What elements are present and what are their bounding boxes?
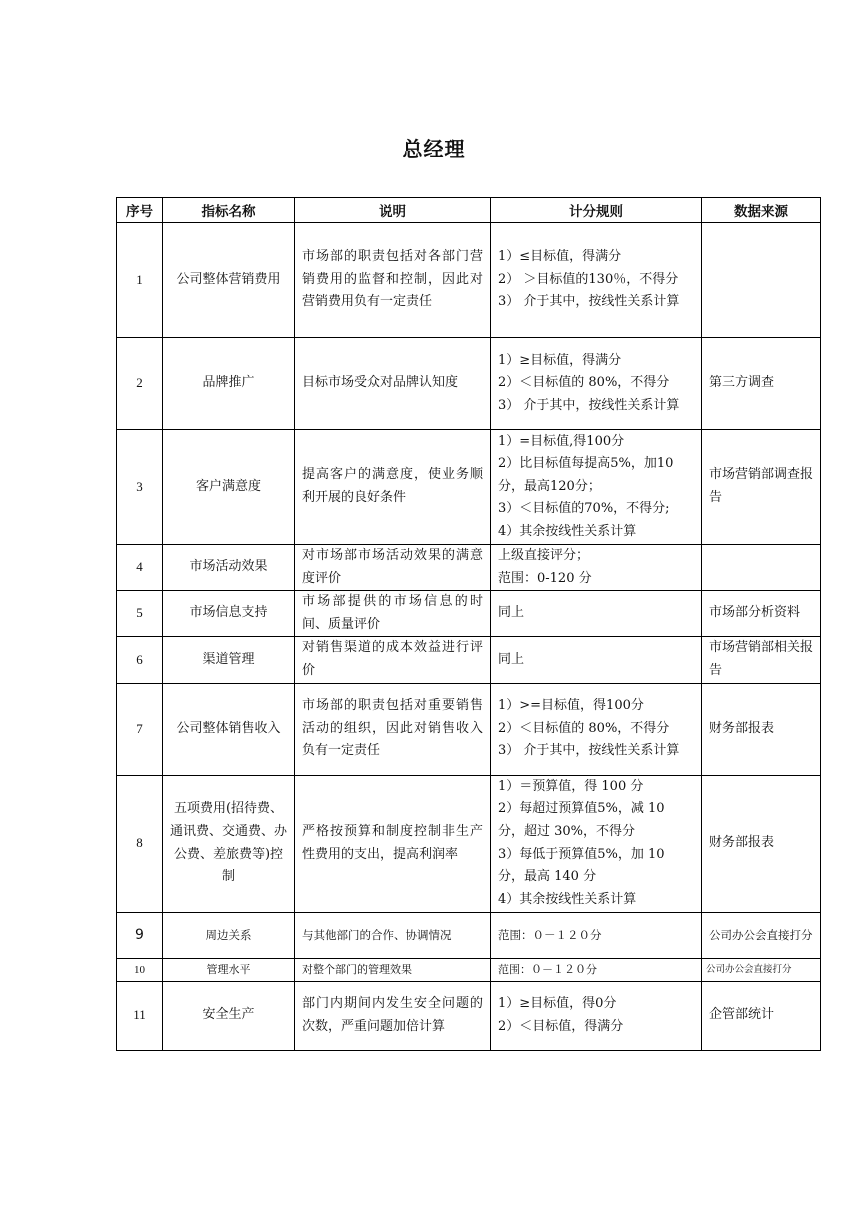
rule-line: 范围：０－１２０分 [498, 927, 602, 942]
row-rules [491, 912, 702, 958]
rule-line: 同上 [498, 651, 525, 667]
row-rules [491, 223, 702, 338]
table-row [117, 223, 821, 338]
row-source: 市场营销部调查报告 [702, 430, 821, 545]
row-no: 2 [117, 338, 163, 430]
row-desc: 严格按预算和制度控制非生产性费用的支出，提高利润率 [295, 775, 491, 912]
table-row [117, 683, 821, 775]
rule-line: 1）≥目标值，得0分 [498, 995, 617, 1011]
row-no: 6 [117, 637, 163, 683]
rule-line: 3） 介于其中，按线性关系计算 [498, 397, 680, 413]
header-name: 指标名称 [163, 198, 295, 223]
rule-line: 2）比目标值每提高5%，加10分，最高120分； [498, 456, 674, 494]
rule-line: 上级直接评分； [498, 548, 590, 563]
table-header-row [117, 198, 821, 223]
row-source: 市场营销部相关报告 [702, 637, 821, 683]
row-rules [491, 430, 702, 545]
row-no: 4 [117, 545, 163, 591]
rule-line: 4）其余按线性关系计算 [498, 523, 637, 539]
row-no: 11 [117, 981, 163, 1050]
rule-line: 2）＜目标值的 80%，不得分 [498, 720, 670, 736]
row-rules [491, 683, 702, 775]
table-row [117, 591, 821, 637]
rule-line: 1）≤目标值，得满分 [498, 249, 622, 265]
row-desc: 目标市场受众对品牌认知度 [295, 338, 491, 430]
rule-line: 3）每低于预算值5%，加 10 分，最高 140 分 [498, 846, 665, 885]
row-no: 1 [117, 223, 163, 338]
row-name: 品牌推广 [163, 338, 295, 430]
row-source: 市场部分析资料 [702, 591, 821, 637]
rule-line: 同上 [498, 605, 525, 621]
table-row [117, 912, 821, 958]
row-no: 8 [117, 775, 163, 912]
rule-line: 2） ＞目标值的130％，不得分 [498, 271, 679, 287]
row-source [702, 545, 821, 591]
rule-line: 1）＝预算值，得 100 分 [498, 778, 644, 794]
row-no: 5 [117, 591, 163, 637]
row-desc: 与其他部门的合作、协调情况 [295, 912, 491, 958]
header-desc: 说明 [295, 198, 491, 223]
table-row [117, 637, 821, 683]
row-name: 公司整体营销费用 [163, 223, 295, 338]
row-name: 安全生产 [163, 981, 295, 1050]
header-no: 序号 [117, 198, 163, 223]
row-rules [491, 637, 702, 683]
row-desc: 市场部的职责包括对各部门营销费用的监督和控制，因此对营销费用负有一定责任 [295, 223, 491, 338]
row-name: 客户满意度 [163, 430, 295, 545]
page-title: 总经理 [402, 137, 466, 161]
row-name: 管理水平 [163, 958, 295, 981]
table-row [117, 545, 821, 591]
row-desc: 对整个部门的管理效果 [295, 958, 491, 981]
rule-line: 4）其余按线性关系计算 [498, 891, 637, 907]
table-row [117, 958, 821, 981]
row-source: 公司办公会直接打分 [702, 912, 821, 958]
header-source: 数据来源 [702, 198, 821, 223]
rule-line: 2）＜目标值，得满分 [498, 1018, 624, 1034]
row-source: 企管部统计 [702, 981, 821, 1050]
table-row [117, 338, 821, 430]
rule-line: 范围：0-120 分 [498, 570, 592, 586]
table-row [117, 981, 821, 1050]
row-desc: 市场部提供的市场信息的时间、质量评价 [295, 591, 491, 637]
rule-line: 范围：０－１２０分 [498, 962, 597, 976]
row-no: 9 [117, 912, 163, 958]
rule-line: 3） 介于其中，按线性关系计算 [498, 743, 680, 759]
row-name: 市场信息支持 [163, 591, 295, 637]
row-no: 7 [117, 683, 163, 775]
row-source [702, 223, 821, 338]
row-rules [491, 338, 702, 430]
row-name: 渠道管理 [163, 637, 295, 683]
row-source: 第三方调查 [702, 338, 821, 430]
rule-line: 3） 介于其中，按线性关系计算 [498, 294, 680, 310]
header-rule: 计分规则 [491, 198, 702, 223]
row-source: 财务部报表 [702, 683, 821, 775]
row-rules [491, 591, 702, 637]
row-name: 五项费用(招待费、通讯费、交通费、办公费、差旅费等)控制 [163, 775, 295, 912]
row-rules [491, 981, 702, 1050]
rule-line: 2）＜目标值的 80%，不得分 [498, 375, 670, 391]
row-desc: 提高客户的满意度，使业务顺利开展的良好条件 [295, 430, 491, 545]
row-desc: 对市场部市场活动效果的满意度评价 [295, 545, 491, 591]
row-name: 市场活动效果 [163, 545, 295, 591]
row-desc: 对销售渠道的成本效益进行评价 [295, 637, 491, 683]
kpi-table [116, 197, 821, 1051]
table-row [117, 775, 821, 912]
row-source: 财务部报表 [702, 775, 821, 912]
rule-line: 1）>=目标值，得100分 [498, 698, 644, 714]
table-row [117, 430, 821, 545]
rule-line: 1）≥目标值，得满分 [498, 352, 622, 368]
row-rules [491, 545, 702, 591]
row-name: 公司整体销售收入 [163, 683, 295, 775]
row-source: 公司办公会直接打分 [702, 958, 821, 981]
row-rules [491, 958, 702, 981]
row-no: 3 [117, 430, 163, 545]
row-desc: 部门内期间内发生安全问题的次数，严重问题加倍计算 [295, 981, 491, 1050]
rule-line: 1）=目标值,得100分 [498, 433, 625, 449]
row-rules [491, 775, 702, 912]
row-no: 10 [117, 958, 163, 981]
rule-line: 3）＜目标值的70%，不得分; [498, 501, 670, 517]
row-desc: 市场部的职责包括对重要销售活动的组织，因此对销售收入负有一定责任 [295, 683, 491, 775]
row-name: 周边关系 [163, 912, 295, 958]
rule-line: 2）每超过预算值5%，减 10 分，超过 30%，不得分 [498, 801, 665, 839]
